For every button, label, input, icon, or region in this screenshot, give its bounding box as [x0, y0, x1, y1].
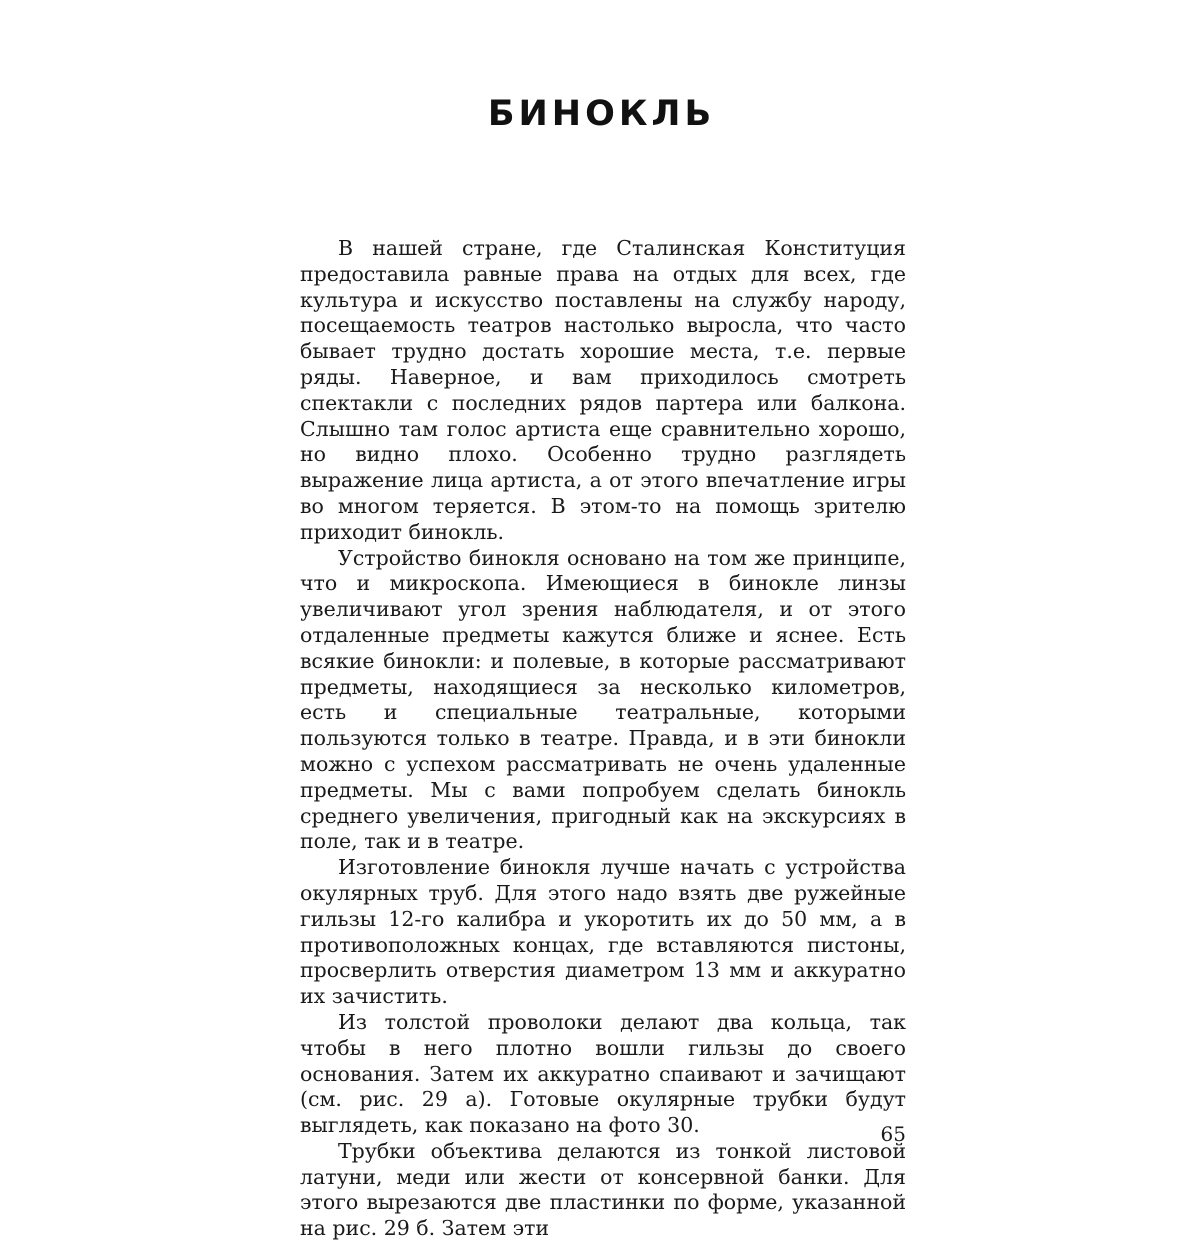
page-number: 65: [880, 1122, 906, 1146]
paragraph: Из толстой проволоки делают два кольца, так чтобы в него плотно вошли гильзы до своего основания. Затем их аккуратно спаивают и зачищают (см. рис. 29 а). Готовые окулярные трубки будут выглядеть, как показано на фото 30.: [300, 1009, 906, 1138]
paragraph: В нашей стране, где Сталинская Конституция предоставила равные права на отдых для всех, где культура и искусство поставлены на службу народу, посещаемость театров настолько выросла, что часто бывает трудно достать хорошие места, т.е. первые ряды. Наверное, и вам приходилось смотреть спектакли с последних рядов партера или балкона. Слышно там голос артиста еще сравнительно хорошо, но видно плохо. Особенно трудно разглядеть выражение лица артиста, а от этого впечатление игры во многом теряется. В этом-то на помощь зрителю приходит бинокль.: [300, 236, 906, 544]
paragraph: Изготовление бинокля лучше начать с устройства окулярных труб. Для этого надо взять две ружейные гильзы 12-го калибра и укоротить их до 50 мм, а в противоположных концах, где вставляются пистоны, просверлить отверстия диаметром 13 мм и аккуратно их зачистить.: [300, 855, 906, 1009]
paragraph: Трубки объектива делаются из тонкой листовой латуни, меди или жести от консервной банки. Для этого вырезаются две пластинки по форме, указанной на рис. 29 б. Затем эти: [300, 1138, 906, 1241]
paragraph: Устройство бинокля основано на том же принципе, что и микроскопа. Имеющиеся в бинокле линзы увеличивают угол зрения наблюдателя, и от этого отдаленные предметы кажутся ближе и яснее. Есть всякие бинокли: и полевые, в которые рассматривают предметы, находящиеся за несколько километров, есть и специальные театральные, которыми пользуются только в театре. Правда, и в эти бинокли можно с успехом рассматривать не очень удаленные предметы. Мы с вами попробуем сделать бинокль среднего увеличения, пригодный как на экскурсиях в поле, так и в театре.: [300, 545, 906, 854]
body-text: [300, 236, 906, 1242]
chapter-title: БИНОКЛЬ: [487, 94, 716, 134]
